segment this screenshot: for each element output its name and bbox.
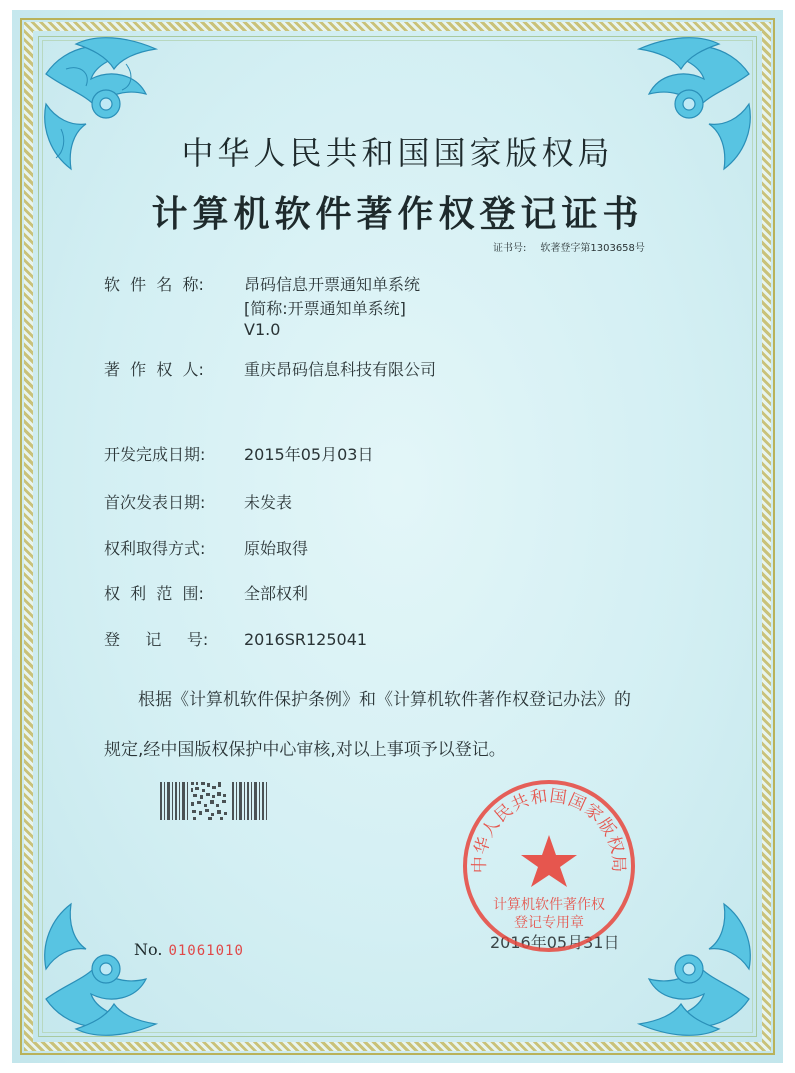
- reg-no-label: 登 记 号:: [104, 630, 209, 649]
- dev-date-label: 开发完成日期:: [104, 445, 206, 464]
- field-dev-date: [104, 442, 373, 465]
- issue-date: 2016年05月31日: [490, 933, 620, 952]
- serial-prefix: No.: [134, 940, 163, 959]
- owner-value: 重庆昂码信息科技有限公司: [244, 360, 437, 379]
- software-short-name: [简称:开票通知单系统]: [244, 299, 406, 318]
- body-text-line-1: 根据《计算机软件保护条例》和《计算机软件著作权登记办法》的: [138, 690, 631, 710]
- scope-value: 全部权利: [244, 584, 309, 603]
- dev-date-value: 2015年05月03日: [244, 445, 374, 464]
- corner-ornament-bottom-left: [36, 889, 186, 1039]
- certificate-number-label: 证书号:: [493, 243, 527, 254]
- seal-ring-text: 中华人民共和国国家版权局: [469, 786, 629, 874]
- acquire-value: 原始取得: [244, 539, 309, 558]
- scope-label: 权 利 范 围:: [104, 584, 204, 603]
- software-name-label: 软 件 名 称:: [104, 275, 204, 294]
- issuing-authority: 中华人民共和国国家版权局: [181, 134, 614, 172]
- field-software-name: [104, 272, 420, 295]
- serial-number: [134, 940, 244, 959]
- barcode: [160, 780, 270, 822]
- field-publish-date: [104, 490, 292, 513]
- seal-star-icon: [521, 835, 577, 887]
- publish-date-value: 未发表: [244, 493, 293, 512]
- seal-line-2: 登记专用章: [514, 915, 584, 931]
- software-version: V1.0: [244, 320, 281, 339]
- field-registration-number: [104, 627, 367, 650]
- acquire-label: 权利取得方式:: [104, 539, 206, 558]
- publish-date-label: 首次发表日期:: [104, 493, 206, 512]
- software-name-value: 昂码信息开票通知单系统: [244, 275, 421, 294]
- field-owner: [104, 357, 436, 380]
- certificate-title: 计算机软件著作权登记证书: [151, 193, 644, 235]
- owner-label: 著 作 权 人:: [104, 360, 204, 379]
- field-rights-scope: [104, 581, 308, 604]
- certificate-number: [493, 239, 645, 254]
- body-text-line-2: 规定,经中国版权保护中心审核,对以上事项予以登记。: [104, 740, 506, 760]
- reg-no-value: 2016SR125041: [244, 630, 368, 649]
- field-acquire-method: [104, 536, 308, 559]
- seal-line-1: 计算机软件著作权: [493, 897, 605, 913]
- certificate-number-value: 软著登字第1303658号: [540, 243, 645, 254]
- serial-number-value: 01061010: [168, 943, 244, 959]
- official-seal: [460, 777, 638, 955]
